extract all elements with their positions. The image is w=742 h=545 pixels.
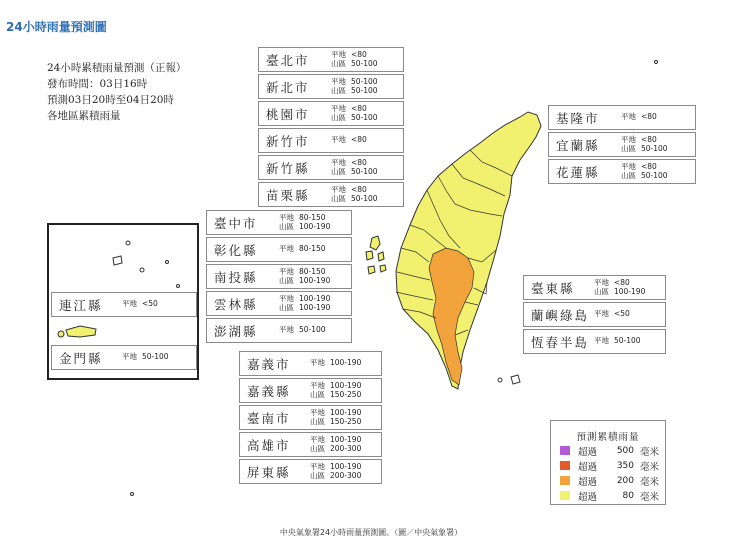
plain-value: 50-100 xyxy=(351,77,378,86)
plain-value: 50-100 xyxy=(142,352,169,362)
region-box-kaohsiung xyxy=(239,432,382,457)
region-box-keelung xyxy=(548,105,696,130)
penghu-islands xyxy=(366,236,386,274)
region-box-chiayicity xyxy=(239,351,382,376)
mountain-value: 50-100 xyxy=(641,143,668,153)
legend-swatch xyxy=(560,491,570,500)
legend-value: 350 xyxy=(616,460,634,471)
plain-value: <80 xyxy=(641,135,657,144)
plain-value: <80 xyxy=(351,104,367,113)
plain-value: 100-190 xyxy=(330,408,362,417)
image-caption: 中央氣象署24小時雨量預測圖。（圖／中央氣象署） xyxy=(279,528,463,537)
region-box-miaoli xyxy=(258,182,404,207)
region-box-hsinchu xyxy=(258,155,404,180)
legend-unit: 毫米 xyxy=(640,491,660,503)
legend-swatch xyxy=(560,461,570,470)
mountain-label: 山區 xyxy=(331,85,346,95)
legend-label: 超過 xyxy=(578,476,598,488)
mountain-label: 山區 xyxy=(310,470,325,480)
legend-value: 500 xyxy=(616,445,634,456)
region-name: 宜蘭縣 xyxy=(556,137,600,153)
region-name: 臺南市 xyxy=(247,410,291,426)
plain-label: 平地 xyxy=(122,352,137,362)
plain-label: 平地 xyxy=(279,325,294,335)
region-name: 澎湖縣 xyxy=(214,323,258,339)
region-name: 花蓮縣 xyxy=(556,164,600,180)
plain-value: 100-190 xyxy=(330,462,362,471)
plain-value: <80 xyxy=(641,162,657,171)
mountain-label: 山區 xyxy=(331,112,346,122)
plain-label: 平地 xyxy=(279,213,294,222)
plain-label: 平地 xyxy=(310,462,325,471)
region-box-yilan xyxy=(548,132,696,157)
plain-label: 平地 xyxy=(331,77,346,86)
mountain-value: 50-100 xyxy=(351,193,378,203)
legend-item xyxy=(560,443,665,458)
mountain-value: 50-100 xyxy=(351,112,378,122)
info-subtitle: 各地區累積雨量 xyxy=(47,110,121,122)
region-name: 新竹縣 xyxy=(266,160,310,176)
plain-label: 平地 xyxy=(594,309,609,319)
issue-time: 發布時間：03日16時 xyxy=(47,78,148,90)
mountain-value: 100-190 xyxy=(614,286,646,296)
region-box-lienchiang xyxy=(51,292,197,317)
legend-unit: 毫米 xyxy=(640,446,660,458)
region-name: 苗栗縣 xyxy=(266,187,310,203)
plain-label: 平地 xyxy=(310,408,325,417)
region-name: 臺中市 xyxy=(214,215,258,231)
region-name: 嘉義縣 xyxy=(247,383,291,399)
plain-label: 平地 xyxy=(621,135,636,144)
plain-value: <80 xyxy=(351,158,367,167)
mountain-label: 山區 xyxy=(331,58,346,68)
region-name: 連江縣 xyxy=(59,297,103,313)
mountain-value: 150-250 xyxy=(330,389,362,399)
mountain-label: 山區 xyxy=(279,221,294,231)
plain-label: 平地 xyxy=(279,267,294,276)
plain-value: 50-100 xyxy=(299,325,326,335)
legend-title: 預測累積雨量 xyxy=(576,432,640,443)
legend-swatch xyxy=(560,446,570,455)
legend-item xyxy=(560,473,665,488)
region-box-newtaipei xyxy=(258,74,404,99)
plain-label: 平地 xyxy=(331,185,346,194)
plain-label: 平地 xyxy=(331,50,346,59)
region-name: 新北市 xyxy=(266,79,310,95)
plain-label: 平地 xyxy=(279,294,294,303)
mountain-label: 山區 xyxy=(310,443,325,453)
mountain-label: 山區 xyxy=(310,389,325,399)
legend-swatch xyxy=(560,476,570,485)
mountain-label: 山區 xyxy=(594,286,609,296)
region-box-pingtung xyxy=(239,459,382,484)
plain-label: 平地 xyxy=(331,104,346,113)
region-box-taitung xyxy=(523,275,666,300)
plain-label: 平地 xyxy=(279,244,294,254)
legend-label: 超過 xyxy=(578,491,598,503)
mountain-label: 山區 xyxy=(310,416,325,426)
region-box-kinmen xyxy=(51,345,197,370)
region-name: 新竹市 xyxy=(266,133,310,149)
legend-unit: 毫米 xyxy=(640,461,660,473)
legend-item xyxy=(560,458,665,473)
plain-value: 50-100 xyxy=(614,336,641,346)
plain-value: 80-150 xyxy=(299,244,326,254)
legend-value: 200 xyxy=(616,475,634,486)
region-name: 彰化縣 xyxy=(214,242,258,258)
plain-label: 平地 xyxy=(310,381,325,390)
region-box-yunlin xyxy=(206,291,352,316)
region-box-tainan xyxy=(239,405,382,430)
legend-unit: 毫米 xyxy=(640,476,660,488)
rainfall-legend xyxy=(550,420,666,505)
mountain-value: 50-100 xyxy=(351,58,378,68)
mountain-value: 200-300 xyxy=(330,470,362,480)
region-name: 南投縣 xyxy=(214,269,258,285)
mountain-value: 50-100 xyxy=(351,166,378,176)
mountain-label: 山區 xyxy=(331,193,346,203)
region-box-lanyu xyxy=(523,302,666,327)
region-box-hengchun xyxy=(523,329,666,354)
region-name: 蘭嶼綠島 xyxy=(531,307,590,323)
page-title: 24小時雨量預測圖 xyxy=(6,20,107,34)
mountain-value: 200-300 xyxy=(330,443,362,453)
region-name: 基隆市 xyxy=(556,110,600,126)
region-name: 臺北市 xyxy=(266,52,310,68)
plain-value: 80-150 xyxy=(299,267,326,276)
plain-label: 平地 xyxy=(310,435,325,444)
info-title: 24小時累積雨量預測（正報） xyxy=(47,62,187,74)
region-name: 雲林縣 xyxy=(214,296,258,312)
plain-label: 平地 xyxy=(122,299,137,309)
region-name: 臺東縣 xyxy=(531,280,575,296)
region-name: 恆春半島 xyxy=(531,334,590,350)
mountain-label: 山區 xyxy=(279,275,294,285)
taiwan-island xyxy=(396,112,541,389)
legend-label: 超過 xyxy=(578,446,598,458)
plain-value: <80 xyxy=(351,185,367,194)
plain-value: <80 xyxy=(351,135,367,145)
region-box-nantou xyxy=(206,264,352,289)
plain-value: <80 xyxy=(614,278,630,287)
region-name: 屏東縣 xyxy=(247,464,291,480)
mountain-value: 100-190 xyxy=(299,275,331,285)
plain-value: <50 xyxy=(142,299,158,309)
mountain-value: 100-190 xyxy=(299,221,331,231)
region-box-taichung xyxy=(206,210,352,235)
mountain-value: 100-190 xyxy=(299,302,331,312)
mountain-value: 150-250 xyxy=(330,416,362,426)
legend-item xyxy=(560,488,665,503)
mountain-value: 50-100 xyxy=(641,170,668,180)
plain-label: 平地 xyxy=(310,358,325,368)
plain-value: 80-150 xyxy=(299,213,326,222)
plain-label: 平地 xyxy=(331,158,346,167)
plain-value: <80 xyxy=(351,50,367,59)
region-box-changhua xyxy=(206,237,352,262)
plain-label: 平地 xyxy=(621,162,636,171)
legend-value: 80 xyxy=(622,490,634,501)
region-name: 桃園市 xyxy=(266,106,310,122)
plain-value: <80 xyxy=(641,112,657,122)
plain-value: <50 xyxy=(614,309,630,319)
region-name: 高雄市 xyxy=(247,437,291,453)
plain-value: 100-190 xyxy=(330,435,362,444)
region-name: 嘉義市 xyxy=(247,356,291,372)
plain-label: 平地 xyxy=(594,336,609,346)
plain-label: 平地 xyxy=(594,278,609,287)
region-box-chiayi xyxy=(239,378,382,403)
mountain-value: 50-100 xyxy=(351,85,378,95)
plain-value: 100-190 xyxy=(299,294,331,303)
region-box-taipei xyxy=(258,47,404,72)
region-box-penghu xyxy=(206,318,352,343)
region-box-hualien xyxy=(548,159,696,184)
mountain-label: 山區 xyxy=(621,170,636,180)
region-box-taoyuan xyxy=(258,101,404,126)
forecast-period: 預測03日20時至04日20時 xyxy=(47,94,174,106)
plain-value: 100-190 xyxy=(330,381,362,390)
plain-label: 平地 xyxy=(331,135,346,145)
region-name: 金門縣 xyxy=(59,350,103,366)
mountain-label: 山區 xyxy=(621,143,636,153)
plain-value: 100-190 xyxy=(330,358,362,368)
mountain-label: 山區 xyxy=(279,302,294,312)
mountain-label: 山區 xyxy=(331,166,346,176)
region-box-hsinchucity xyxy=(258,128,404,153)
plain-label: 平地 xyxy=(621,112,636,122)
legend-label: 超過 xyxy=(578,461,598,473)
